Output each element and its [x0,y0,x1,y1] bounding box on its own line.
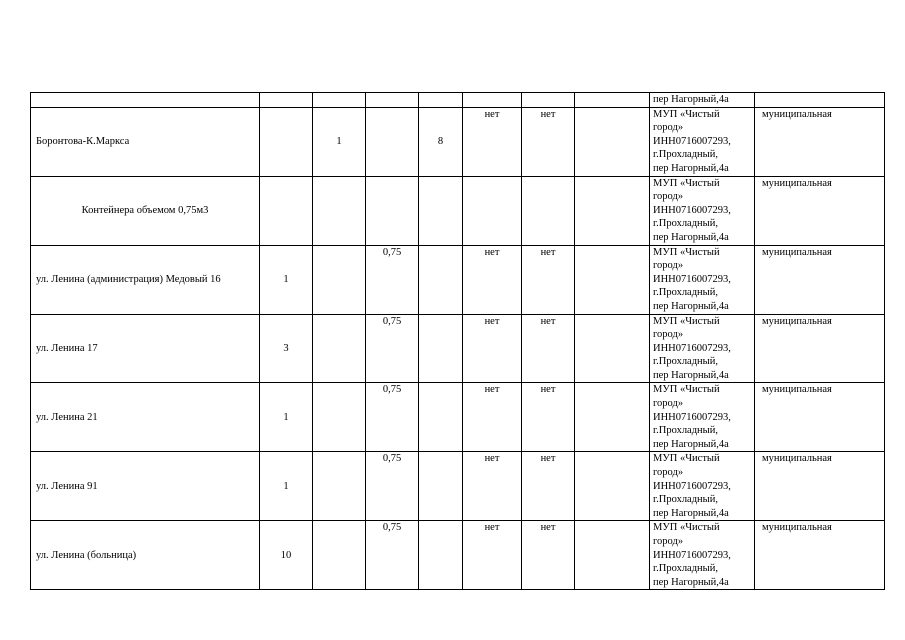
volume-cell [366,107,419,176]
operator-line: пер Нагорный,4а [653,507,729,519]
table-row [31,176,885,245]
operator-line: ИНН0716007293, [653,549,731,561]
container-count-cell [260,107,313,176]
operator-line: город» [653,398,684,410]
table-row [31,314,885,383]
volume-cell: 0,75 [366,245,419,314]
col8-cell [575,452,650,521]
operator-cell [650,245,755,314]
container-count-cell: 1 [260,383,313,452]
col5-cell: 8 [419,107,463,176]
col7-cell: нет [522,521,575,590]
col8-cell [575,314,650,383]
container-count-cell: 1 [260,245,313,314]
operator-line: г.Прохладный, [653,356,718,368]
operator-cell [650,383,755,452]
operator-cell [650,107,755,176]
address-cell: ул. Ленина 17 [31,314,260,383]
volume-cell: 0,75 [366,314,419,383]
col7-cell: нет [522,314,575,383]
cell-empty [755,93,885,108]
operator-line: ИНН0716007293, [653,204,731,216]
col5-cell [419,245,463,314]
operator-line: г.Прохладный, [653,563,718,575]
operator-line: МУП «Чистый [653,453,720,465]
container-count-cell: 1 [260,452,313,521]
operator-cell: пер Нагорный,4а [650,93,755,108]
col6-cell: нет [463,314,522,383]
operator-line: г.Прохладный, [653,149,718,161]
operator-line: пер Нагорный,4а [653,231,729,243]
col3-cell [313,452,366,521]
operator-line: город» [653,260,684,272]
cell-empty [366,93,419,108]
address-cell: ул. Ленина 91 [31,452,260,521]
operator-cell [650,314,755,383]
col8-cell [575,521,650,590]
col7-cell: нет [522,245,575,314]
col7-cell: нет [522,452,575,521]
col5-cell [419,452,463,521]
volume-cell: 0,75 [366,452,419,521]
col6-cell [463,176,522,245]
col5-cell [419,383,463,452]
cell-empty [313,93,366,108]
cell-empty [463,93,522,108]
operator-line: ИНН0716007293, [653,135,731,147]
owner-cell: муниципальная [755,521,885,590]
cell-empty [419,93,463,108]
col7-cell: нет [522,383,575,452]
operator-cell [650,452,755,521]
container-count-cell [260,176,313,245]
col8-cell [575,107,650,176]
table-row-continued [31,93,885,108]
operator-line: город» [653,329,684,341]
table-row [31,521,885,590]
owner-cell: муниципальная [755,314,885,383]
col5-cell [419,314,463,383]
col6-cell: нет [463,107,522,176]
operator-line: г.Прохладный, [653,287,718,299]
col3-cell: 1 [313,107,366,176]
address-cell: ул. Ленина (больница) [31,521,260,590]
col6-cell: нет [463,521,522,590]
owner-cell: муниципальная [755,383,885,452]
container-count-cell: 3 [260,314,313,383]
operator-cell [650,521,755,590]
owner-cell: муниципальная [755,245,885,314]
col7-cell: нет [522,107,575,176]
operator-line: город» [653,122,684,134]
operator-line: пер Нагорный,4а [653,162,729,174]
table-row [31,383,885,452]
col5-cell [419,521,463,590]
col8-cell [575,245,650,314]
owner-cell: муниципальная [755,176,885,245]
col6-cell: нет [463,245,522,314]
col3-cell [313,245,366,314]
operator-line: пер Нагорный,4а [653,438,729,450]
container-count-cell: 10 [260,521,313,590]
operator-line: МУП «Чистый [653,108,720,120]
volume-cell: 0,75 [366,521,419,590]
operator-line: г.Прохладный, [653,218,718,230]
operator-line: МУП «Чистый [653,177,720,189]
operator-line: ИНН0716007293, [653,480,731,492]
operator-line: МУП «Чистый [653,246,720,258]
col5-cell [419,176,463,245]
cell-empty [260,93,313,108]
cell-empty [31,93,260,108]
operator-line: МУП «Чистый [653,315,720,327]
cell-empty [575,93,650,108]
operator-line: пер Нагорный,4а [653,576,729,588]
table-row [31,245,885,314]
operator-line: ИНН0716007293, [653,411,731,423]
operator-line: ИНН0716007293, [653,342,731,354]
col3-cell [313,176,366,245]
address-cell: ул. Ленина (администрация) Медовый 16 [31,245,260,314]
operator-line: г.Прохладный, [653,425,718,437]
operator-cell [650,176,755,245]
volume-cell: 0,75 [366,383,419,452]
col7-cell [522,176,575,245]
table-row [31,107,885,176]
operator-line: город» [653,467,684,479]
col6-cell: нет [463,452,522,521]
owner-cell: муниципальная [755,107,885,176]
address-cell: Контейнера объемом 0,75м3 [31,176,260,245]
operator-line: пер Нагорный,4а [653,300,729,312]
volume-cell [366,176,419,245]
operator-line: г.Прохладный, [653,494,718,506]
operator-line: МУП «Чистый [653,522,720,534]
operator-line: МУП «Чистый [653,384,720,396]
operator-line: город» [653,536,684,547]
col8-cell [575,383,650,452]
operator-line: ИНН0716007293, [653,273,731,285]
operator-line: пер Нагорный,4а [653,369,729,381]
address-cell: ул. Ленина 21 [31,383,260,452]
cell-empty [522,93,575,108]
col3-cell [313,521,366,590]
container-sites-table [30,92,885,590]
owner-cell: муниципальная [755,452,885,521]
address-cell: Боронтова-К.Маркса [31,107,260,176]
table-row [31,452,885,521]
col3-cell [313,314,366,383]
col3-cell [313,383,366,452]
col6-cell: нет [463,383,522,452]
col8-cell [575,176,650,245]
operator-line: город» [653,191,684,203]
